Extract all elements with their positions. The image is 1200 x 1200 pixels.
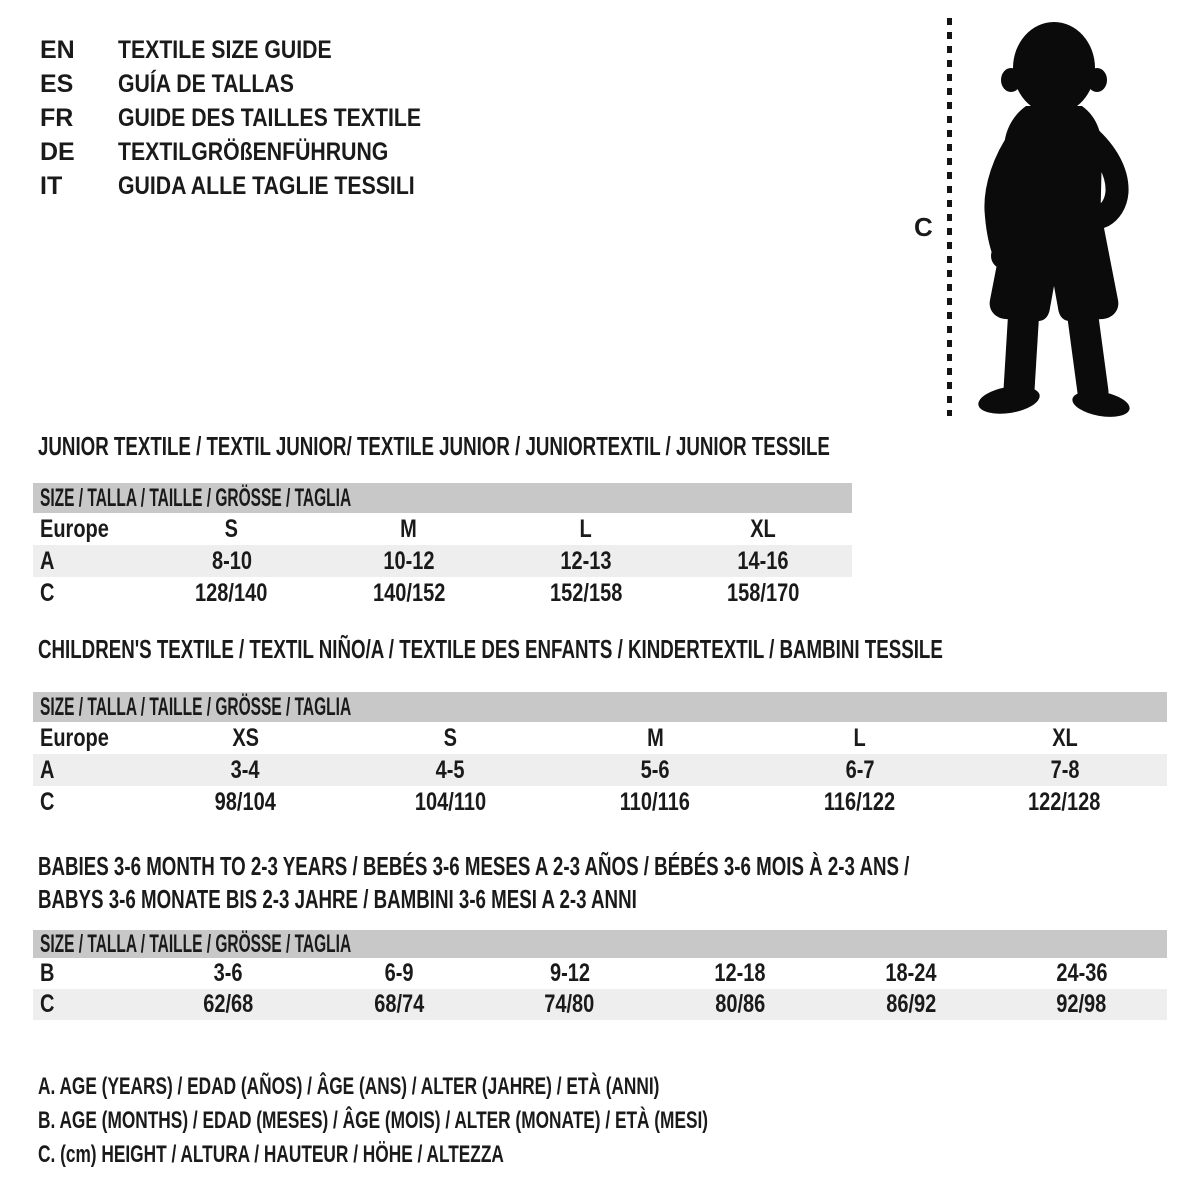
language-title: TEXTILGRÖßENFÜHRUNG (118, 137, 389, 166)
language-title-list (40, 33, 475, 203)
table-cell: 140/152 (372, 578, 446, 607)
table-row-height-cm (33, 989, 1167, 1020)
row-label: Europe (40, 514, 109, 543)
table-cell: 24-36 (1056, 959, 1108, 987)
legend-line-b: B. AGE (MONTHS) / EDAD (MESES) / ÂGE (MOIS) / ALTER (MONATE) / ETÀ (MESI) (38, 1107, 709, 1134)
language-title: GUIDA ALLE TAGLIE TESSILI (118, 171, 415, 200)
row-label: B (40, 959, 55, 987)
junior-size-table (33, 483, 852, 609)
table-cell: 7-8 (1050, 755, 1080, 784)
table-cell: M (646, 723, 664, 752)
size-table-header: SIZE / TALLA / TAILLE / GRÖSSE / TAGLIA (33, 930, 1167, 958)
table-row-age-years (33, 545, 852, 577)
table-cell: 86/92 (885, 990, 937, 1018)
table-row-age-months (33, 958, 1167, 989)
table-cell: 14-16 (737, 546, 789, 575)
table-cell: M (400, 514, 418, 543)
table-cell: XL (1051, 723, 1078, 752)
language-row-es (40, 67, 475, 101)
language-row-fr (40, 101, 475, 135)
table-cell: 8-10 (211, 546, 252, 575)
table-cell: L (853, 723, 866, 752)
legend-line-a: A. AGE (YEARS) / EDAD (AÑOS) / ÂGE (ANS) / ALTER (JAHRE) / ETÀ (ANNI) (38, 1073, 660, 1100)
table-cell: 110/116 (619, 787, 691, 816)
babies-section-title-line2: BABYS 3-6 MONATE BIS 2-3 JAHRE / BAMBINI 3-6 MESI A 2-3 ANNI (38, 884, 637, 914)
size-table-header: SIZE / TALLA / TAILLE / GRÖSSE / TAGLIA (33, 483, 852, 513)
table-row-age-years (33, 754, 1167, 786)
table-cell: 12-18 (714, 959, 766, 987)
table-row-height-cm (33, 577, 852, 609)
table-cell: XS (232, 723, 259, 752)
language-title: GUÍA DE TALLAS (118, 69, 294, 98)
children-section-title: CHILDREN'S TEXTILE / TEXTIL NIÑO/A / TEXTILE DES ENFANTS / KINDERTEXTIL / BAMBINI TESSILE (38, 634, 943, 664)
table-cell: 74/80 (544, 990, 595, 1018)
table-cell: S (224, 514, 239, 543)
height-measure-label: C (914, 212, 933, 242)
language-title: GUIDE DES TAILLES TEXTILE (118, 103, 422, 132)
table-cell: XL (750, 514, 777, 543)
table-cell: 122/128 (1028, 787, 1101, 816)
language-code: DE (40, 137, 75, 166)
table-cell: 12-13 (560, 546, 612, 575)
babies-size-table (33, 930, 1167, 1020)
table-cell: 18-24 (885, 959, 937, 987)
language-row-it (40, 169, 475, 203)
table-cell: 98/104 (214, 787, 276, 816)
row-label: C (40, 787, 55, 816)
table-cell: 4-5 (435, 755, 465, 784)
table-cell: 10-12 (383, 546, 435, 575)
table-cell: 68/74 (373, 990, 425, 1018)
height-measure-dashed-line (947, 18, 952, 416)
table-row-height-cm (33, 786, 1167, 818)
language-code: EN (40, 35, 75, 64)
table-cell: 5-6 (640, 755, 670, 784)
measurement-legend (38, 1070, 969, 1172)
toddler-silhouette-icon (962, 12, 1144, 420)
table-cell: 9-12 (549, 959, 590, 987)
table-cell: 152/158 (549, 578, 623, 607)
row-label: C (40, 578, 55, 607)
children-size-table (33, 692, 1167, 818)
table-cell: 3-4 (230, 755, 260, 784)
table-row-europe (33, 722, 1167, 754)
table-cell: 3-6 (213, 959, 243, 987)
table-cell: 80/86 (715, 990, 766, 1018)
table-cell: 128/140 (195, 578, 268, 607)
legend-line-c: C. (cm) HEIGHT / ALTURA / HAUTEUR / HÖHE / ALTEZZA (38, 1141, 504, 1168)
junior-section-title: JUNIOR TEXTILE / TEXTIL JUNIOR/ TEXTILE JUNIOR / JUNIORTEXTIL / JUNIOR TESSILE (38, 431, 830, 461)
language-row-de (40, 135, 475, 169)
language-code: ES (40, 69, 74, 98)
row-label: C (40, 990, 55, 1018)
row-label: Europe (40, 723, 109, 752)
size-table-header: SIZE / TALLA / TAILLE / GRÖSSE / TAGLIA (33, 692, 1167, 722)
table-cell: 104/110 (414, 787, 486, 816)
language-code: FR (40, 103, 74, 132)
language-row-en (40, 33, 475, 67)
table-cell: 6-9 (384, 959, 414, 987)
table-cell: 116/122 (824, 787, 896, 816)
table-cell: 92/98 (1056, 990, 1107, 1018)
babies-section-title-line1: BABIES 3-6 MONTH TO 2-3 YEARS / BEBÉS 3-6 MESES A 2-3 AÑOS / BÉBÉS 3-6 MOIS À 2-3 ANS / (38, 851, 910, 881)
table-row-europe (33, 513, 852, 545)
row-label: A (40, 755, 55, 784)
language-code: IT (40, 171, 63, 200)
table-cell: 62/68 (203, 990, 254, 1018)
table-cell: 158/170 (727, 578, 800, 607)
table-cell: 6-7 (845, 755, 875, 784)
table-cell: L (580, 514, 593, 543)
language-title: TEXTILE SIZE GUIDE (118, 35, 332, 64)
table-cell: S (443, 723, 457, 752)
row-label: A (40, 546, 55, 575)
